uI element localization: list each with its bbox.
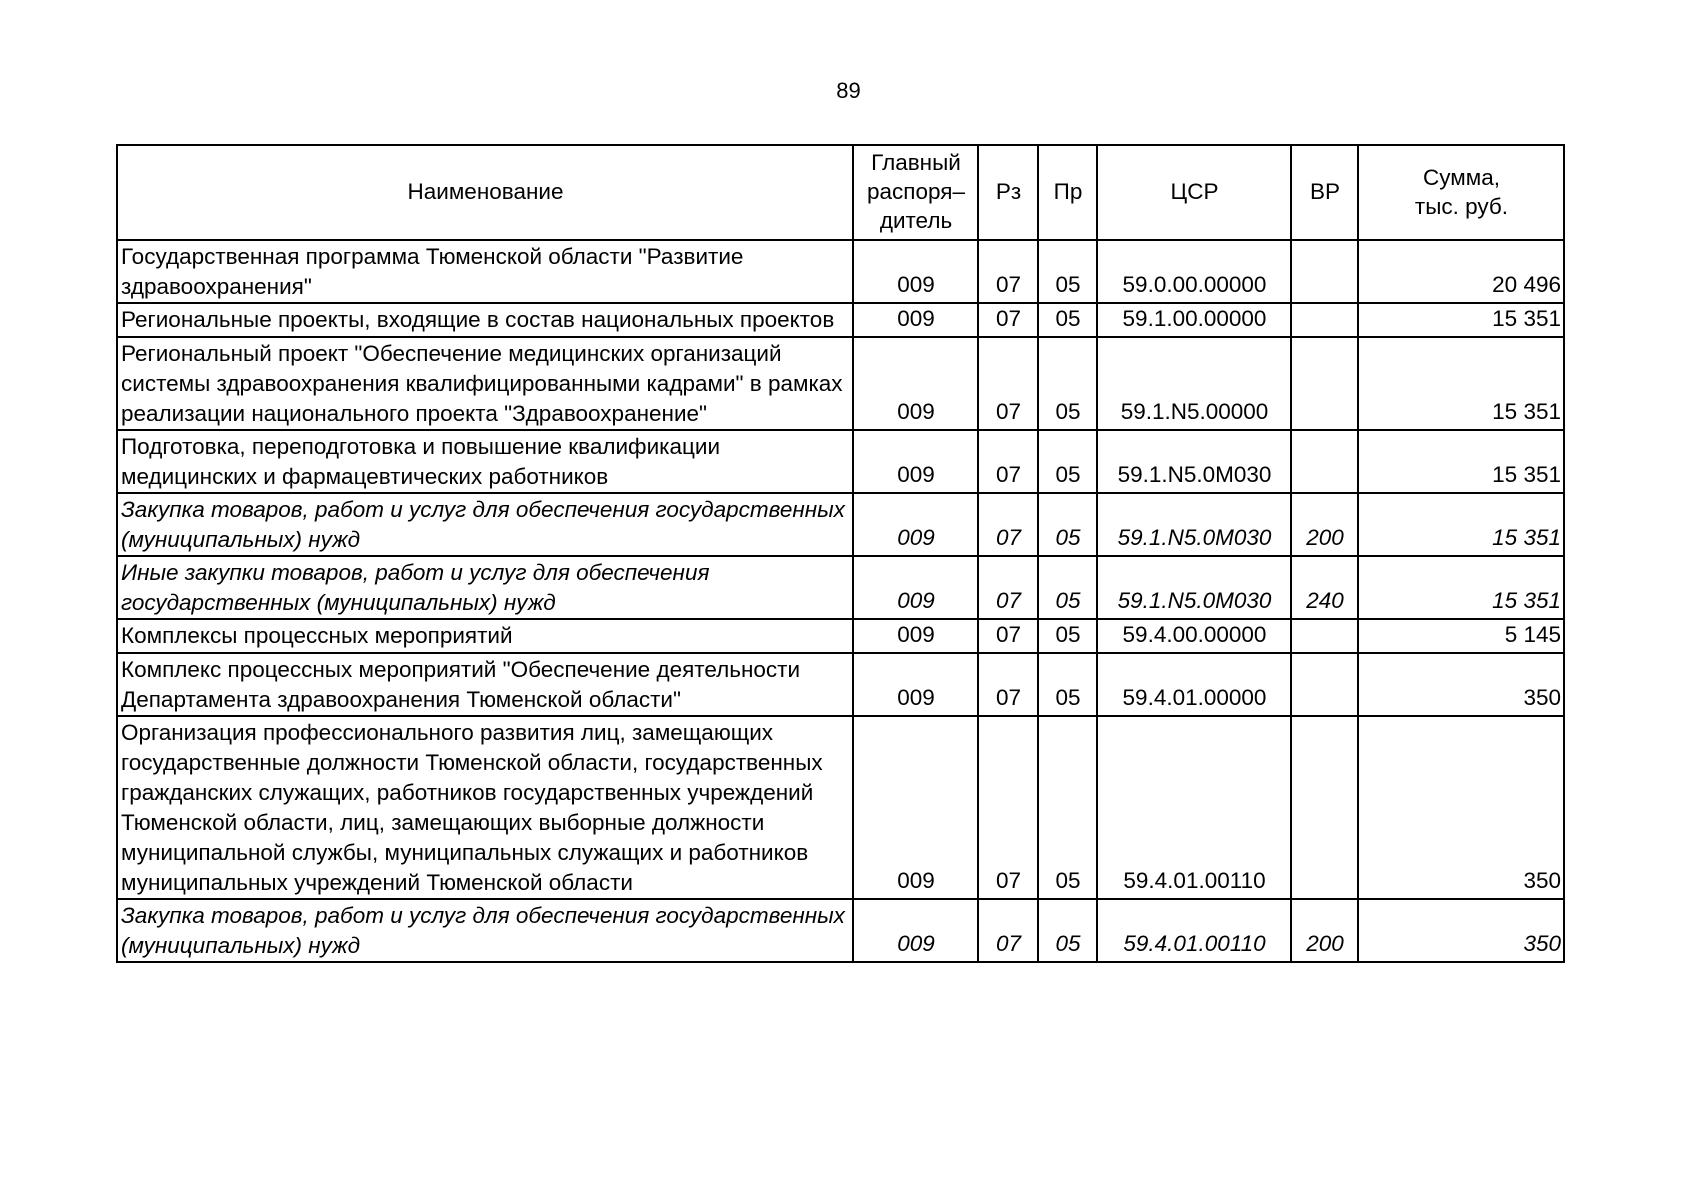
- table-row: [117, 653, 1564, 716]
- cell-chief-manager: 009: [853, 303, 978, 337]
- cell-pr: 05: [1038, 716, 1097, 899]
- cell-vr: 200: [1291, 493, 1358, 556]
- cell-rz: 07: [978, 430, 1038, 493]
- cell-rz: 07: [978, 493, 1038, 556]
- cell-rz: 07: [978, 556, 1038, 619]
- cell-name: Региональные проекты, входящие в состав национальных проектов: [117, 303, 853, 337]
- cell-sum: 15 351: [1358, 337, 1564, 430]
- cell-pr: 05: [1038, 430, 1097, 493]
- table-row: [117, 899, 1564, 962]
- cell-csr: 59.1.N5.0М030: [1097, 556, 1291, 619]
- cell-pr: 05: [1038, 240, 1097, 303]
- cell-sum: 350: [1358, 653, 1564, 716]
- header-sum: [1358, 145, 1564, 240]
- cell-pr: 05: [1038, 337, 1097, 430]
- header-pr: Пр: [1038, 145, 1097, 240]
- header-vr: ВР: [1291, 145, 1358, 240]
- table-row: [117, 337, 1564, 430]
- cell-sum: 5 145: [1358, 619, 1564, 653]
- cell-csr: 59.4.00.00000: [1097, 619, 1291, 653]
- cell-sum: 15 351: [1358, 430, 1564, 493]
- cell-rz: 07: [978, 337, 1038, 430]
- cell-sum: 15 351: [1358, 303, 1564, 337]
- header-sum-text: Сумма, тыс. руб.: [1414, 164, 1509, 219]
- cell-rz: 07: [978, 240, 1038, 303]
- cell-rz: 07: [978, 899, 1038, 962]
- cell-sum: 350: [1358, 716, 1564, 899]
- cell-vr: [1291, 337, 1358, 430]
- page-number: 89: [836, 78, 861, 103]
- cell-vr: [1291, 653, 1358, 716]
- cell-name: Подготовка, переподготовка и повышение квалификации медицинских и фармацевтических работников: [117, 430, 853, 493]
- cell-csr: 59.0.00.00000: [1097, 240, 1291, 303]
- cell-name: Государственная программа Тюменской области "Развитие здравоохранения": [117, 240, 853, 303]
- cell-chief-manager: 009: [853, 430, 978, 493]
- cell-csr: 59.4.01.00110: [1097, 899, 1291, 962]
- cell-sum: 15 351: [1358, 556, 1564, 619]
- cell-chief-manager: 009: [853, 493, 978, 556]
- table-row: [117, 716, 1564, 899]
- cell-chief-manager: 009: [853, 619, 978, 653]
- cell-name: Комплексы процессных мероприятий: [117, 619, 853, 653]
- cell-name: Организация профессионального развития лиц, замещающих государственные должности Тюменской области, государственных гражданских служащих, работников государственных учреждений Тюменской области, лиц, замещающих выборные должности муниципальной службы, муниципальных служащих и работников муниципальных учреждений Тюменской области: [117, 716, 853, 899]
- cell-name: Комплекс процессных мероприятий "Обеспечение деятельности Департамента здравоохранения Тюменской области": [117, 653, 853, 716]
- cell-name: Иные закупки товаров, работ и услуг для обеспечения государственных (муниципальных) нужд: [117, 556, 853, 619]
- cell-name: Закупка товаров, работ и услуг для обеспечения государственных (муниципальных) нужд: [117, 899, 853, 962]
- cell-pr: 05: [1038, 556, 1097, 619]
- header-rz: Рз: [978, 145, 1038, 240]
- cell-csr: 59.4.01.00000: [1097, 653, 1291, 716]
- cell-csr: 59.4.01.00110: [1097, 716, 1291, 899]
- cell-name: Закупка товаров, работ и услуг для обеспечения государственных (муниципальных) нужд: [117, 493, 853, 556]
- table-row: [117, 240, 1564, 303]
- cell-pr: 05: [1038, 653, 1097, 716]
- header-chief-manager: [853, 145, 978, 240]
- cell-csr: 59.1.N5.0М030: [1097, 493, 1291, 556]
- cell-pr: 05: [1038, 303, 1097, 337]
- cell-vr: [1291, 303, 1358, 337]
- cell-pr: 05: [1038, 899, 1097, 962]
- cell-sum: 350: [1358, 899, 1564, 962]
- header-name: Наименование: [117, 145, 853, 240]
- header-chief-manager-text: Главный распоря–дитель: [867, 150, 965, 233]
- cell-rz: 07: [978, 653, 1038, 716]
- table-row: [117, 430, 1564, 493]
- cell-rz: 07: [978, 303, 1038, 337]
- cell-rz: 07: [978, 716, 1038, 899]
- cell-csr: 59.1.N5.0М030: [1097, 430, 1291, 493]
- header-csr: ЦСР: [1097, 145, 1291, 240]
- cell-chief-manager: 009: [853, 337, 978, 430]
- table-row: [117, 556, 1564, 619]
- cell-chief-manager: 009: [853, 716, 978, 899]
- cell-chief-manager: 009: [853, 556, 978, 619]
- cell-vr: [1291, 240, 1358, 303]
- cell-vr: [1291, 430, 1358, 493]
- cell-csr: 59.1.N5.00000: [1097, 337, 1291, 430]
- cell-chief-manager: 009: [853, 899, 978, 962]
- table-body: [117, 240, 1564, 962]
- cell-rz: 07: [978, 619, 1038, 653]
- cell-csr: 59.1.00.00000: [1097, 303, 1291, 337]
- table-row: [117, 303, 1564, 337]
- table-row: [117, 619, 1564, 653]
- cell-vr: 200: [1291, 899, 1358, 962]
- table-header-row: [117, 145, 1564, 240]
- cell-vr: 240: [1291, 556, 1358, 619]
- budget-table: [116, 144, 1565, 963]
- cell-pr: 05: [1038, 619, 1097, 653]
- cell-sum: 15 351: [1358, 493, 1564, 556]
- table-row: [117, 493, 1564, 556]
- cell-sum: 20 496: [1358, 240, 1564, 303]
- cell-chief-manager: 009: [853, 240, 978, 303]
- cell-vr: [1291, 716, 1358, 899]
- cell-vr: [1291, 619, 1358, 653]
- cell-name: Региональный проект "Обеспечение медицинских организаций системы здравоохранения квалифицированными кадрами" в рамках реализации национального проекта "Здравоохранение": [117, 337, 853, 430]
- cell-pr: 05: [1038, 493, 1097, 556]
- cell-chief-manager: 009: [853, 653, 978, 716]
